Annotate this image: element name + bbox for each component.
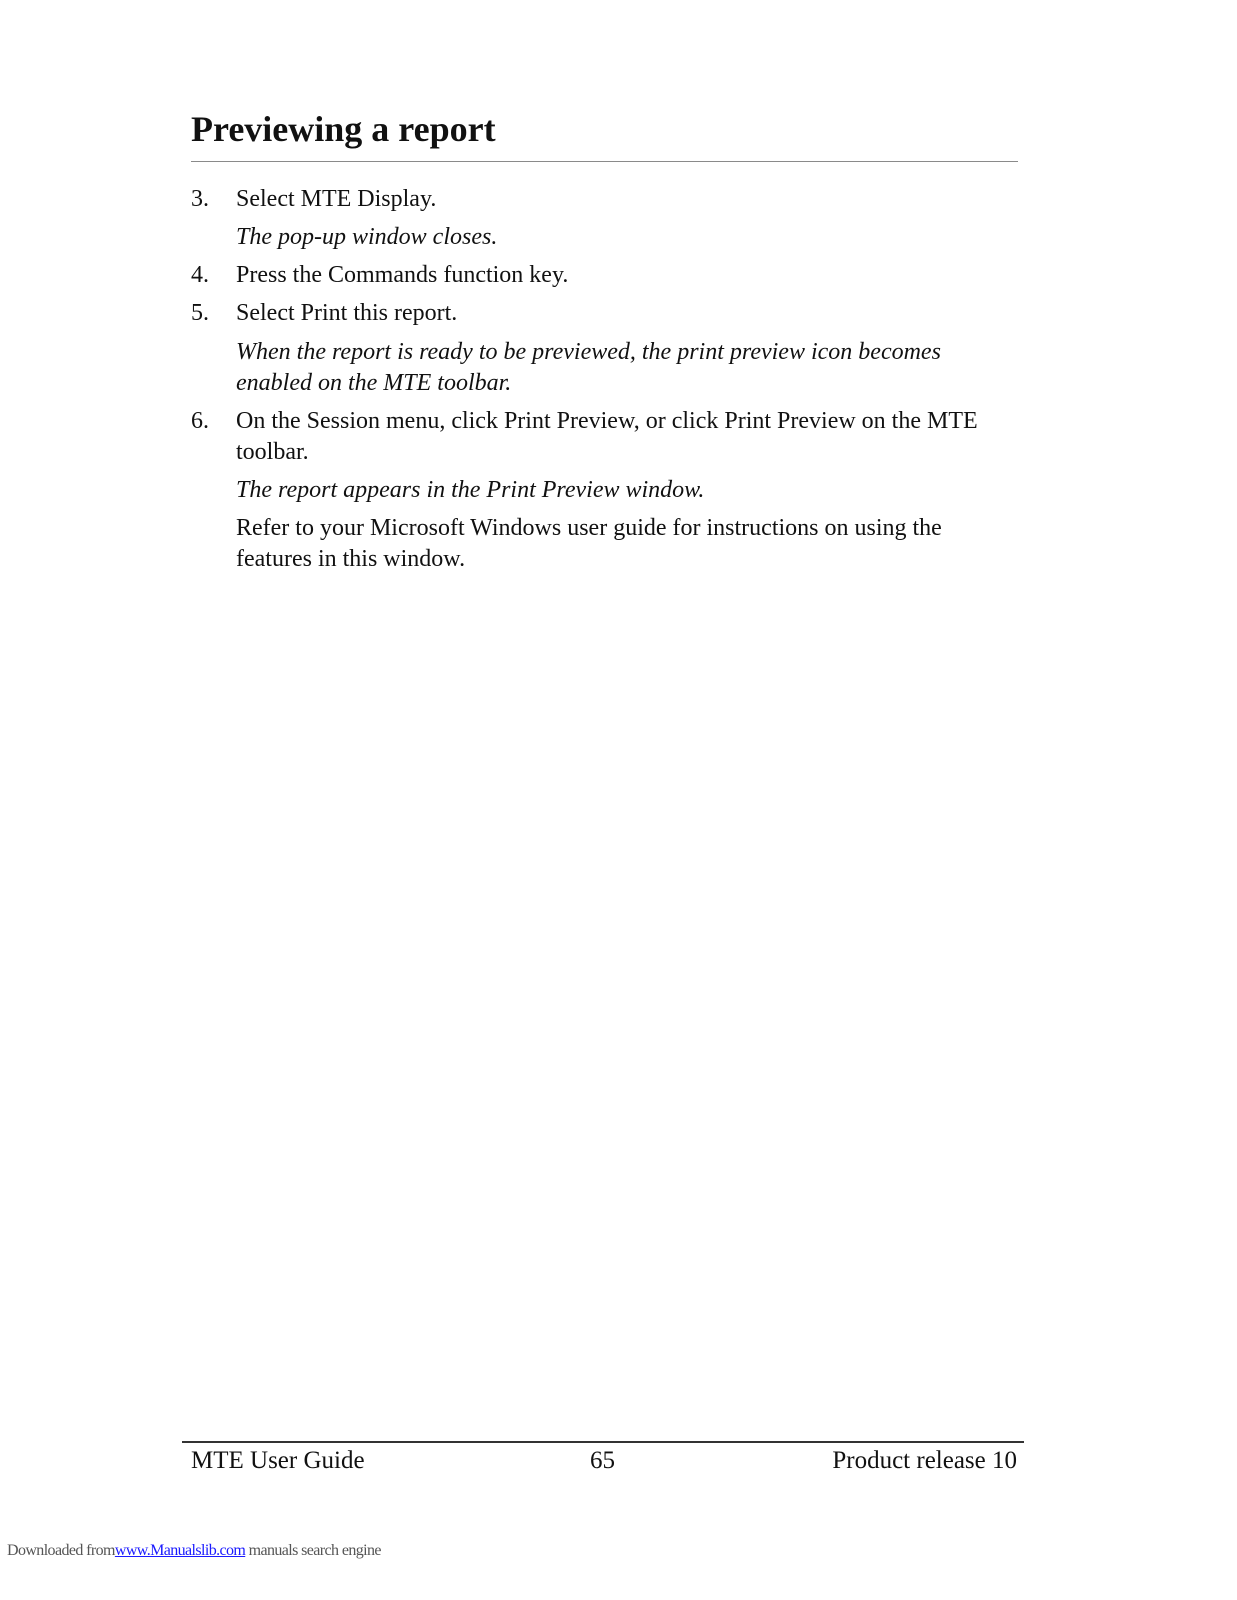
step-number: 3. (191, 186, 209, 212)
step-5-result: When the report is ready to be previewed, the print preview icon becomes enabled on the MTE toolbar. (236, 339, 941, 396)
download-suffix: manuals search engine (245, 1542, 381, 1559)
step-text: Select MTE Display. (236, 186, 437, 212)
footer-divider (182, 1441, 1024, 1443)
step-number: 6. (191, 408, 209, 434)
footer-release: Product release 10 (832, 1447, 1017, 1474)
download-prefix: Downloaded from (7, 1542, 115, 1559)
page-title: Previewing a report (191, 109, 496, 149)
step-text: Select Print this report. (236, 300, 458, 326)
step-6-result: The report appears in the Print Preview window. (236, 477, 705, 503)
step-6-reference: Refer to your Microsoft Windows user guide for instructions on using the features in this window. (236, 515, 942, 572)
download-attribution (7, 1541, 381, 1561)
title-divider (191, 161, 1018, 162)
step-3-result: The pop-up window closes. (236, 224, 498, 250)
step-number: 4. (191, 262, 209, 288)
footer-guide-title: MTE User Guide (191, 1447, 365, 1474)
step-text: On the Session menu, click Print Preview, or click Print Preview on the MTE toolbar. (236, 408, 978, 465)
footer-page-number: 65 (590, 1447, 615, 1474)
manualslib-link[interactable]: www.Manualslib.com (114, 1542, 246, 1559)
step-text: Press the Commands function key. (236, 262, 569, 288)
step-number: 5. (191, 300, 209, 326)
